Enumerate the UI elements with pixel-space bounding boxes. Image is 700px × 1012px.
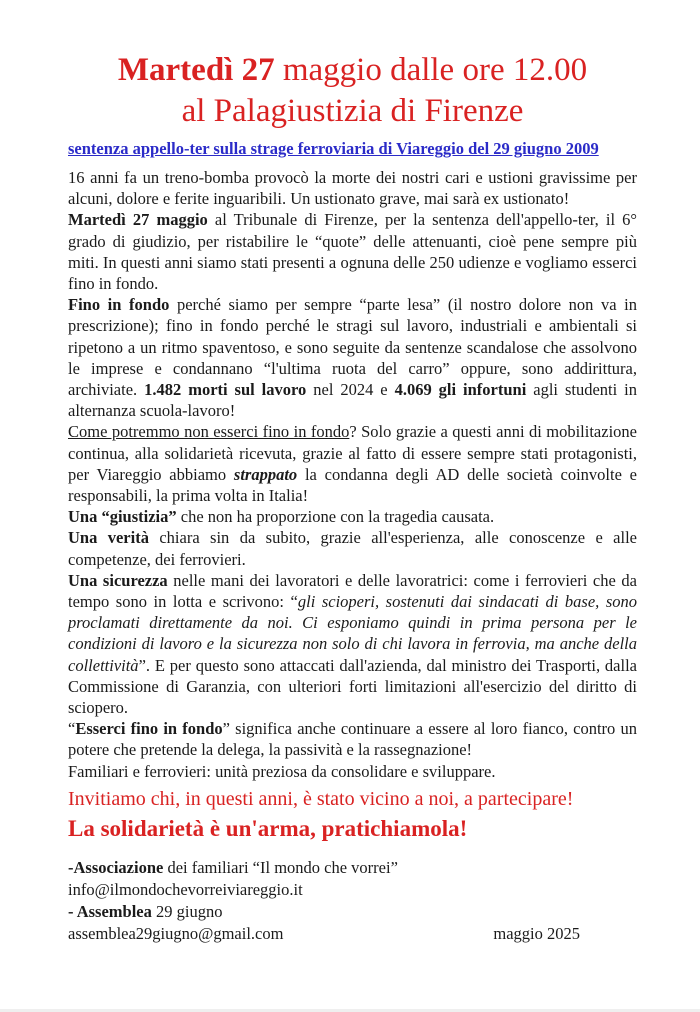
text-segment: strappato	[233, 464, 298, 484]
text-segment: Una sicurezza	[68, 570, 168, 590]
title-date-rest: maggio dalle ore 12.00	[274, 52, 588, 88]
text-segment: perché siamo per sempre “parte lesa” (il nostro dolore non va in prescrizione); fino in fondo perché le stragi sul lavoro, industriali e ambientali si ripetono a un ritmo spaventoso, e sono seguite da sentenze scandalose che assolvono le imprese e condannano “l'ultima ruota del carro” oppure, sono addirittura, archiviate.	[68, 295, 637, 400]
text-segment: la condanna degli AD delle società coinvolte e responsabili, la prima volta in Italia!	[68, 464, 638, 506]
text-segment: Fino in fondo	[68, 295, 170, 315]
text-segment: ” significa anche continuare a essere al loro fianco, contro un potere che pretende la delega, la passività e la rassegnazione!	[68, 719, 638, 760]
paragraph	[68, 570, 637, 718]
paragraph	[68, 718, 637, 760]
title-line-2: al Palagiustizia di Firenze	[181, 93, 524, 129]
title-date-bold: Martedì 27	[117, 52, 275, 88]
text-segment: che non ha proporzione con la tragedia causata.	[176, 507, 495, 527]
text-segment: 4.069 gli infortuni	[394, 380, 527, 400]
text-segment: 16 anni fa un treno-bomba provocò la morte dei nostri cari e ustioni gravissime per alcuni, dolore e ferite inguaribili. Un ustionato grave, mai sarà ex ustionato!	[68, 168, 637, 209]
assembly-rest: 29 giugno	[151, 901, 223, 921]
footer	[68, 857, 637, 945]
text-segment: ”. E per questo sono attaccati dall'azienda, dal ministro dei Trasporti, dalla Commissione di Garanzia, con ulteriori forti limitazioni all'esercizio del diritto di sciopero.	[68, 655, 637, 718]
text-segment: nelle mani dei lavoratori e delle lavoratrici: come i ferrovieri che da tempo sono in lotta e scrivono: “	[68, 570, 637, 612]
paragraph	[68, 527, 637, 569]
text-segment: Esserci fino in fondo	[75, 719, 223, 739]
paragraph	[68, 209, 637, 294]
page-title	[68, 50, 637, 132]
assembly-email: assemblea29giugno@gmail.com	[68, 923, 284, 943]
paragraph	[68, 506, 637, 527]
text-segment: al Tribunale di Firenze, per la sentenza dell'appello-ter, il 6° grado di giudizio, per ristabilire le “quote” delle attenuanti, cioè pene sempre più miti. In questi anni siamo stati presenti a ognuna delle 250 udienze e vogliamo esserci fino in fondo.	[68, 210, 637, 294]
title-line-1	[68, 50, 637, 91]
text-segment: agli studenti in alternanza scuola-lavoro!	[68, 380, 637, 421]
text-segment: Martedì 27 maggio	[68, 210, 208, 230]
slogan-line: La solidarietà è un'arma, pratichiamola!	[68, 815, 468, 841]
underlined-text: Come potremmo non esserci fino in fondo	[68, 422, 350, 442]
assembly-name: - Assemblea	[68, 901, 152, 921]
text-segment: “	[68, 719, 76, 739]
paragraph	[68, 294, 637, 421]
association-email: info@ilmondochevorreiviareggio.it	[68, 879, 303, 899]
text-segment: nel 2024 e	[306, 380, 395, 400]
text-segment: Una verità	[68, 528, 149, 548]
text-segment: Una “giustizia”	[68, 507, 177, 527]
date-label: maggio 2025	[493, 923, 580, 943]
assembly-line	[68, 901, 637, 923]
paragraph	[68, 421, 637, 506]
text-segment: gli scioperi, sostenuti dai sindacati di base, sono proclamati direttamente da noi. Ci esponiamo quindi in prima persona per le condizioni di lavoro e la sicurezza non solo di chi lavora in ferrovia, ma anche della collettività	[68, 592, 637, 675]
association-line	[68, 857, 637, 879]
text-segment: chiara sin da subito, grazie all'esperienza, alle conoscenze e alle competenze, dei ferrovieri.	[68, 528, 637, 569]
paragraph	[68, 761, 637, 782]
invite-line: Invitiamo chi, in questi anni, è stato vicino a noi, a partecipare!	[68, 787, 574, 810]
paragraph	[68, 167, 637, 209]
association-rest: dei familiari “Il mondo che vorrei”	[163, 857, 398, 877]
footer-last-row	[68, 923, 637, 945]
body-paragraphs	[68, 167, 637, 782]
association-name: -Associazione	[68, 857, 164, 877]
subtitle-link[interactable]: sentenza appello-ter sulla strage ferroviaria di Viareggio del 29 giugno 2009	[68, 139, 599, 158]
text-segment: ? Solo grazie a questi anni di mobilitazione continua, alla solidarietà ricevuta, grazie al fatto di essere sempre stati protagonisti, per Viareggio abbiamo	[68, 422, 637, 484]
text-segment: Familiari e ferrovieri: unità preziosa da consolidare e sviluppare.	[68, 761, 496, 781]
text-segment: 1.482 morti sul lavoro	[144, 380, 307, 400]
